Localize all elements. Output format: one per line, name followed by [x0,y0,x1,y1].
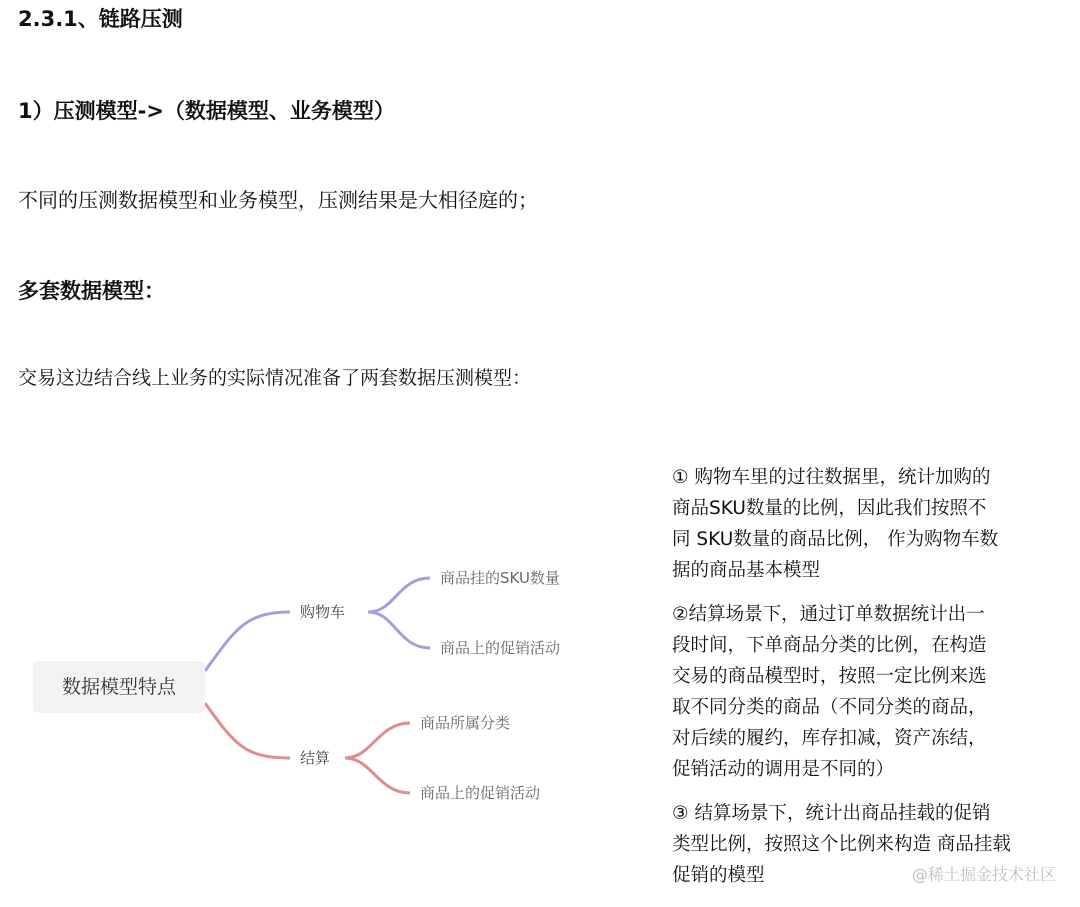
multi-model-heading: 多套数据模型： [18,279,165,303]
note-line: 同 SKU数量的商品比例， 作为购物车数 [672,529,999,550]
note-line: 商品SKU数量的比例，因此我们按照不 [672,498,987,519]
note-line: ③ 结算场景下，统计出商品挂载的促销 [672,803,991,824]
connector-cart-leaf1 [368,578,430,612]
note-cart [672,462,1072,586]
mind-map-connectors [0,430,660,850]
connector-checkout-leaf2 [345,758,410,793]
note-line: ②结算场景下，通过订单数据统计出一 [672,604,985,625]
mind-map-branch-cart: 购物车 [300,603,346,621]
note-line: 对后续的履约，库存扣减，资产冻结， [672,728,987,749]
watermark: @稀土掘金技术社区 [911,865,1056,884]
mind-map [0,430,660,850]
paragraph-diff: 不同的压测数据模型和业务模型，压测结果是大相径庭的； [18,188,538,212]
note-line: 段时间，下单商品分类的比例，在构造 [672,635,987,656]
mind-map-leaf-cart-promo: 商品上的促销活动 [440,639,561,657]
mind-map-root-label: 数据模型特点 [61,676,176,698]
mind-map-leaf-checkout-category: 商品所属分类 [420,714,511,732]
note-line: 促销的模型 [672,865,765,886]
connector-cart-leaf2 [368,612,430,648]
connector-root-checkout [205,703,290,758]
note-line: 类型比例，按照这个比例来构造 商品挂载 [672,834,1011,855]
mind-map-branch-checkout: 结算 [300,749,331,767]
connector-checkout-leaf1 [345,723,410,758]
mind-map-root [33,661,205,713]
note-line: 据的商品基本模型 [672,560,821,581]
connector-root-cart [205,612,290,671]
note-checkout-category [672,599,1072,785]
mind-map-leaf-cart-sku: 商品挂的SKU数量 [440,569,560,587]
section-heading: 2.3.1、链路压测 [18,7,183,31]
note-line: 交易的商品模型时，按照一定比例来选 [672,666,987,687]
subsection-heading: 1）压测模型->（数据模型、业务模型） [18,99,395,123]
note-line: 取不同分类的商品（不同分类的商品， [672,697,987,718]
paragraph-prepare: 交易这边结合线上业务的实际情况准备了两套数据压测模型： [18,367,532,389]
note-line: 促销活动的调用是不同的） [672,759,895,780]
note-line: ① 购物车里的过往数据里，统计加购的 [672,467,991,488]
notes-column [672,462,1072,904]
mind-map-leaf-checkout-promo: 商品上的促销活动 [420,784,541,802]
